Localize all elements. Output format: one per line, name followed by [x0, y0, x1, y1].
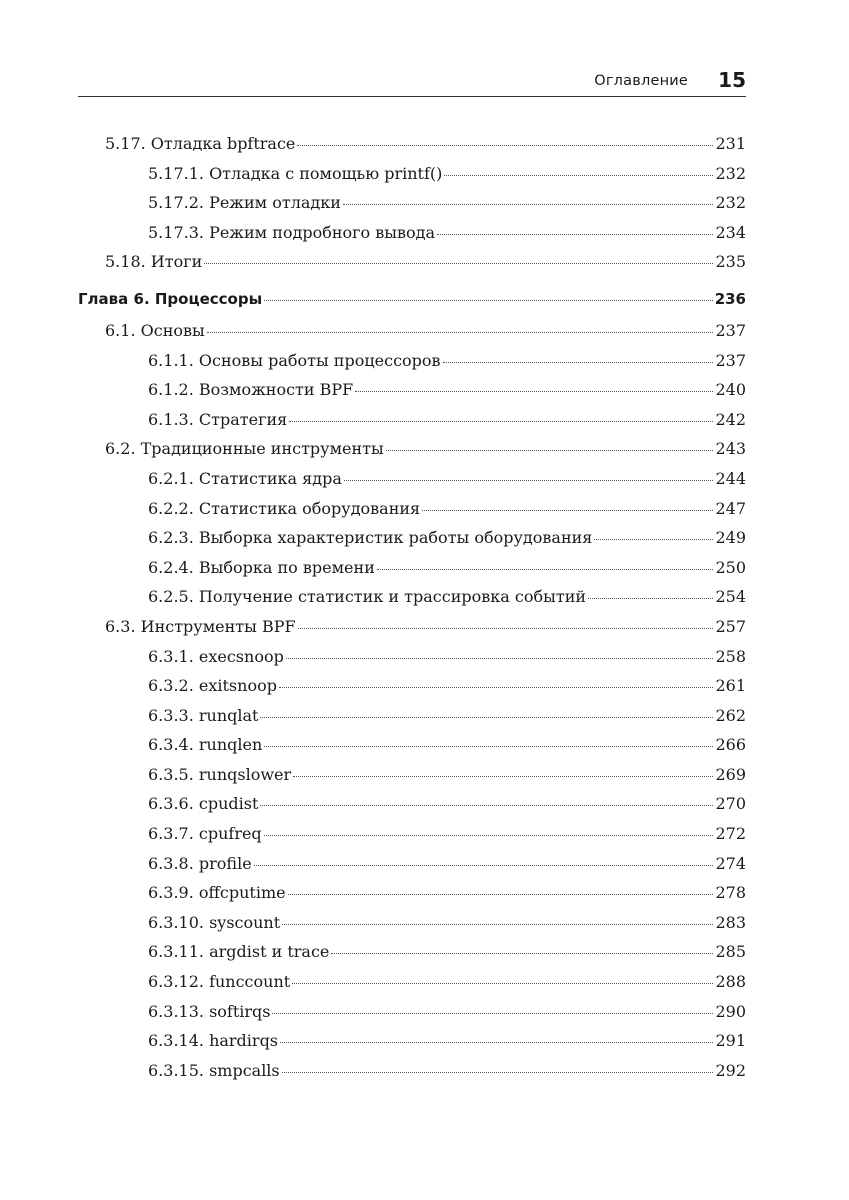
toc-entry-page: 291 [715, 1031, 746, 1051]
toc-entry-page: 292 [715, 1060, 746, 1080]
toc-entry-title: 5.17.1. Отладка с помощью printf() [148, 163, 443, 183]
toc-entry-title: 6.3.12. funccount [148, 972, 291, 992]
toc-entry-page: 244 [715, 468, 746, 488]
dot-leader [344, 480, 714, 481]
dot-leader [298, 628, 714, 629]
toc-entry[interactable] [78, 913, 746, 943]
running-header-title: Оглавление [594, 73, 688, 89]
toc-entry-page: 270 [715, 794, 746, 814]
toc-entry-title: 6.2. Традиционные инструменты [105, 439, 384, 459]
toc-entry-title: 5.17. Отладка bpftrace [105, 134, 296, 153]
toc-entry-page: 232 [715, 193, 746, 213]
toc-entry-title: 6.3.4. runqlen [148, 735, 263, 755]
toc-entry-page: 274 [715, 853, 746, 873]
toc-entry[interactable] [78, 706, 746, 736]
toc-entry-title: 6.2.5. Получение статистик и трассировка событий [148, 587, 587, 607]
toc-entry-page: 247 [715, 498, 746, 518]
dot-leader [280, 1042, 713, 1043]
dot-leader [444, 175, 713, 176]
toc-entry[interactable] [78, 469, 746, 499]
dot-leader [279, 687, 714, 688]
toc-entry-title: 6.3. Инструменты BPF [105, 616, 296, 636]
toc-entry-page: 231 [715, 134, 746, 153]
toc-entry-page: 237 [715, 350, 746, 370]
dot-leader [443, 362, 714, 363]
toc-entry-page: 240 [715, 380, 746, 400]
toc-entry[interactable] [78, 765, 746, 795]
dot-leader [386, 450, 714, 451]
dot-leader [594, 539, 713, 540]
dot-leader [293, 776, 713, 777]
toc-entry[interactable] [78, 647, 746, 677]
dot-leader [289, 421, 713, 422]
dot-leader [343, 204, 714, 205]
dot-leader [260, 717, 713, 718]
toc-entry-title: 6.3.9. offcputime [148, 883, 286, 903]
toc-entry[interactable] [78, 676, 746, 706]
dot-leader [588, 598, 713, 599]
toc-entry[interactable] [78, 351, 746, 381]
toc-entry[interactable] [78, 439, 746, 469]
toc-entry-title: 6.1. Основы [105, 320, 205, 340]
toc-entry[interactable] [78, 223, 746, 253]
toc-entry[interactable] [78, 735, 746, 765]
toc-entry-page: 249 [715, 528, 746, 548]
dot-leader [282, 924, 713, 925]
toc-entry-title: 6.3.3. runqlat [148, 705, 259, 725]
toc-entry-page: 243 [715, 439, 746, 459]
toc-entry-title: 6.3.13. softirqs [148, 1001, 271, 1021]
toc-entry-title: 6.2.2. Статистика оборудования [148, 498, 421, 518]
toc-entry-title: 6.3.14. hardirqs [148, 1031, 279, 1051]
toc-entry-title: 6.3.11. argdist и trace [148, 942, 330, 962]
toc-entry-title: 6.3.15. smpcalls [148, 1060, 280, 1080]
dot-leader [264, 300, 713, 301]
toc-entry-page: 236 [714, 289, 746, 308]
dot-leader [207, 332, 714, 333]
dot-leader [204, 263, 713, 264]
dot-leader [272, 1013, 713, 1014]
toc-entry[interactable] [78, 1061, 746, 1091]
dot-leader [264, 835, 714, 836]
toc-entry-title: Глава 6. Процессоры [78, 289, 263, 308]
dot-leader [377, 569, 714, 570]
toc-entry[interactable] [78, 499, 746, 529]
toc-entry-page: 235 [715, 252, 746, 272]
dot-leader [297, 145, 713, 146]
page-header [78, 68, 746, 97]
dot-leader [264, 746, 713, 747]
toc-entry[interactable] [78, 972, 746, 1002]
dot-leader [437, 234, 713, 235]
toc-entry-page: 242 [715, 409, 746, 429]
toc-entry[interactable] [78, 854, 746, 884]
toc-entry-page: 269 [715, 764, 746, 784]
toc-entry-page: 237 [715, 320, 746, 340]
dot-leader [288, 894, 714, 895]
toc-entry-page: 258 [715, 646, 746, 666]
toc-entry-title: 6.3.7. cpufreq [148, 824, 262, 844]
toc-entry-title: 5.18. Итоги [105, 252, 203, 272]
toc-entry[interactable] [78, 252, 746, 282]
toc-entry-page: 266 [715, 735, 746, 755]
toc-entry-page: 232 [715, 163, 746, 183]
toc-entry[interactable] [78, 824, 746, 854]
toc-entry-page: 261 [715, 676, 746, 696]
toc-entry-page: 234 [715, 222, 746, 242]
dot-leader [292, 983, 713, 984]
toc-entry[interactable] [78, 164, 746, 194]
dot-leader [254, 865, 714, 866]
toc-entry-title: 5.17.3. Режим подробного вывода [148, 222, 436, 242]
toc-entry[interactable] [78, 883, 746, 913]
toc-entry[interactable] [78, 134, 746, 164]
toc-entry[interactable] [78, 1002, 746, 1032]
toc-entry-title: 5.17.2. Режим отладки [148, 193, 341, 213]
toc-entry-page: 283 [715, 912, 746, 932]
toc-entry-page: 285 [715, 942, 746, 962]
toc-entry-title: 6.3.2. exitsnoop [148, 676, 277, 696]
toc-entry-title: 6.2.1. Статистика ядра [148, 468, 342, 488]
toc-entry[interactable] [78, 942, 746, 972]
toc-entry[interactable] [78, 410, 746, 440]
toc-entry[interactable] [78, 193, 746, 223]
toc-entry[interactable] [78, 794, 746, 824]
toc-entry-page: 250 [715, 557, 746, 577]
toc-entry[interactable] [78, 587, 746, 617]
dot-leader [286, 658, 714, 659]
dot-leader [282, 1072, 714, 1073]
toc-entry[interactable] [78, 617, 746, 647]
toc-entry-title: 6.3.10. syscount [148, 912, 281, 932]
toc-entry-title: 6.1.2. Возможности BPF [148, 380, 354, 400]
toc-entry[interactable] [78, 321, 746, 351]
toc-entry-title: 6.1.3. Стратегия [148, 409, 288, 429]
dot-leader [355, 391, 713, 392]
toc-entry-title: 6.3.5. runqslower [148, 764, 292, 784]
toc-entry-page: 257 [715, 616, 746, 636]
toc-entry-page: 278 [715, 883, 746, 903]
toc-chapter-entry[interactable] [78, 290, 746, 321]
dot-leader [331, 953, 713, 954]
toc-entry[interactable] [78, 380, 746, 410]
toc-entry-page: 262 [715, 705, 746, 725]
toc-entry[interactable] [78, 558, 746, 588]
toc-entry[interactable] [78, 1031, 746, 1061]
dot-leader [422, 510, 713, 511]
toc-entry-page: 254 [715, 587, 746, 607]
page-number: 15 [718, 68, 746, 92]
toc-entry-title: 6.3.6. cpudist [148, 794, 259, 814]
table-of-contents [78, 134, 746, 1090]
toc-entry-title: 6.3.8. profile [148, 853, 252, 873]
toc-entry-title: 6.2.3. Выборка характеристик работы оборудования [148, 528, 593, 548]
dot-leader [260, 805, 713, 806]
toc-entry-title: 6.3.1. execsnoop [148, 646, 284, 666]
toc-entry-title: 6.2.4. Выборка по времени [148, 557, 375, 577]
toc-entry-page: 272 [715, 824, 746, 844]
toc-entry-page: 290 [715, 1001, 746, 1021]
toc-entry-title: 6.1.1. Основы работы процессоров [148, 350, 441, 370]
toc-entry-page: 288 [715, 972, 746, 992]
toc-entry[interactable] [78, 528, 746, 558]
